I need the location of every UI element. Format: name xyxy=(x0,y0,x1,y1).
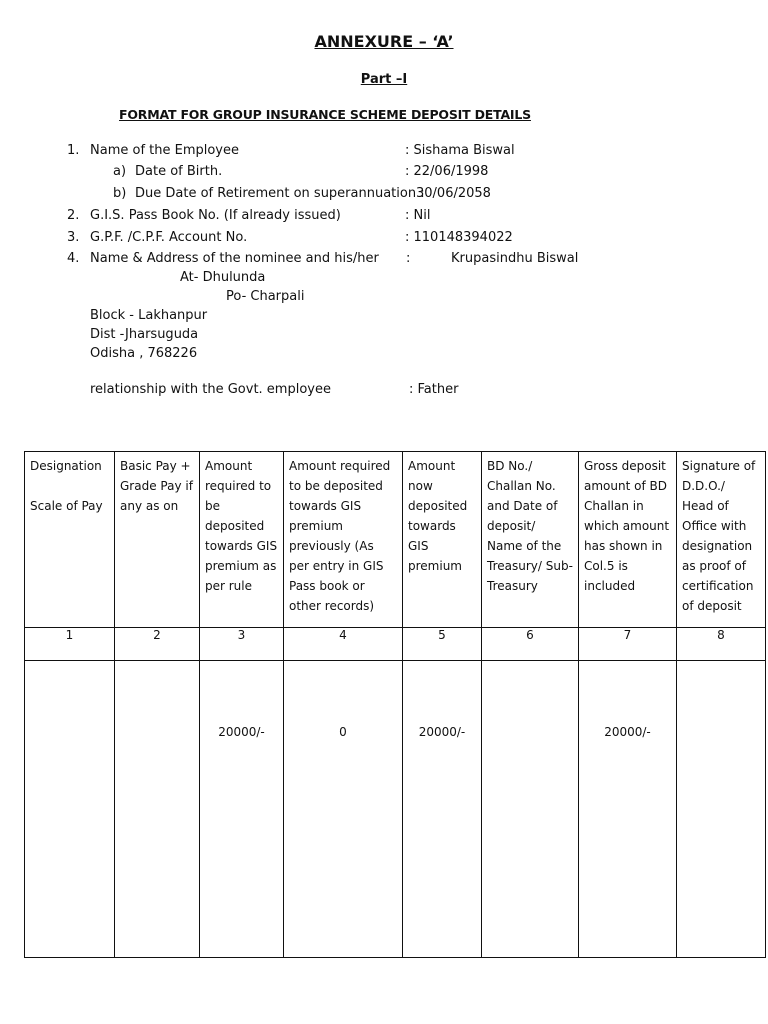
table-cell xyxy=(579,661,677,958)
cell-value: 20000/- xyxy=(418,725,466,739)
table-cell xyxy=(482,661,579,958)
header-gross-deposit: Gross deposit amount of BD Challan in which amount has shown in Col.5 is included xyxy=(584,459,670,593)
relationship-value: : Father xyxy=(409,382,459,397)
part-heading: Part –I xyxy=(360,72,408,87)
header-cell xyxy=(482,452,579,628)
cell-value: 20000/- xyxy=(604,725,651,739)
table-cell xyxy=(284,661,403,958)
date-of-birth-value: : 22/06/1998 xyxy=(405,164,489,179)
table-cell xyxy=(403,661,482,958)
item-number: 1. xyxy=(67,143,80,158)
header-cell xyxy=(200,452,284,628)
header-signature: Signature of D.D.O./ Head of Office with designation as proof of certification of deposit xyxy=(682,459,756,613)
header-amount-previous: Amount required to be deposited towards GIS premium previously (As per entry in GIS Pass book or other records) xyxy=(289,459,391,613)
header-challan: BD No./ Challan No. and Date of deposit/ Name of the Treasury/ Sub-Treasury xyxy=(487,459,573,593)
column-number: 7 xyxy=(579,628,677,661)
table-cell xyxy=(115,661,200,958)
gpf-account-value: : 110148394022 xyxy=(405,230,513,245)
column-number-row xyxy=(25,628,766,661)
gis-passbook-value: : Nil xyxy=(405,208,431,223)
item-number: 3. xyxy=(67,230,80,245)
table-row xyxy=(25,661,766,958)
employee-name-value: : Sishama Biswal xyxy=(405,143,515,158)
date-of-birth-label: Date of Birth. xyxy=(135,164,223,179)
nominee-address-line: Block - Lakhanpur xyxy=(90,308,208,323)
column-number: 1 xyxy=(25,628,115,661)
cell-value: 20000/- xyxy=(218,725,265,739)
item-letter: b) xyxy=(113,186,127,201)
column-number: 5 xyxy=(403,628,482,661)
nominee-colon: : xyxy=(406,251,411,266)
header-amount-required: Amount required to be deposited towards GIS premium as per rule xyxy=(205,459,278,593)
column-number: 2 xyxy=(115,628,200,661)
header-amount-now: Amount now deposited towards GIS premium xyxy=(408,459,468,573)
header-cell xyxy=(284,452,403,628)
item-number: 4. xyxy=(67,251,80,266)
retirement-date-label: Due Date of Retirement on superannuation : xyxy=(135,186,425,201)
table-cell xyxy=(677,661,766,958)
column-number: 8 xyxy=(677,628,766,661)
header-cell xyxy=(677,452,766,628)
nominee-address-line: At- Dhulunda xyxy=(180,270,266,285)
cell-value: 0 xyxy=(339,725,347,739)
item-number: 2. xyxy=(67,208,80,223)
nominee-label: Name & Address of the nominee and his/her xyxy=(90,251,379,266)
table-cell xyxy=(25,661,115,958)
item-letter: a) xyxy=(113,164,127,179)
deposit-details-table xyxy=(24,451,766,958)
relationship-label: relationship with the Govt. employee xyxy=(90,382,331,397)
nominee-address-line: Odisha , 768226 xyxy=(90,346,198,361)
retirement-date-value: 30/06/2058 xyxy=(416,186,491,201)
header-cell xyxy=(25,452,115,628)
column-number: 6 xyxy=(482,628,579,661)
gis-passbook-label: G.I.S. Pass Book No. (If already issued) xyxy=(90,208,341,223)
column-number: 4 xyxy=(284,628,403,661)
nominee-address-line: Po- Charpali xyxy=(226,289,305,304)
header-cell xyxy=(403,452,482,628)
header-basic-pay: Basic Pay + Grade Pay if any as on xyxy=(120,459,193,513)
nominee-name: Krupasindhu Biswal xyxy=(451,251,579,266)
annexure-title: ANNEXURE – ‘A’ xyxy=(314,32,454,51)
gpf-account-label: G.P.F. /C.P.F. Account No. xyxy=(90,230,248,245)
header-designation: Designation Scale of Pay xyxy=(30,459,103,513)
table-cell xyxy=(200,661,284,958)
employee-name-label: Name of the Employee xyxy=(90,143,239,158)
header-cell xyxy=(579,452,677,628)
header-cell xyxy=(115,452,200,628)
format-subtitle: FORMAT FOR GROUP INSURANCE SCHEME DEPOSIT DETAILS xyxy=(119,107,531,122)
table-header-row xyxy=(25,452,766,628)
column-number: 3 xyxy=(200,628,284,661)
nominee-address-line: Dist -Jharsuguda xyxy=(90,327,199,342)
